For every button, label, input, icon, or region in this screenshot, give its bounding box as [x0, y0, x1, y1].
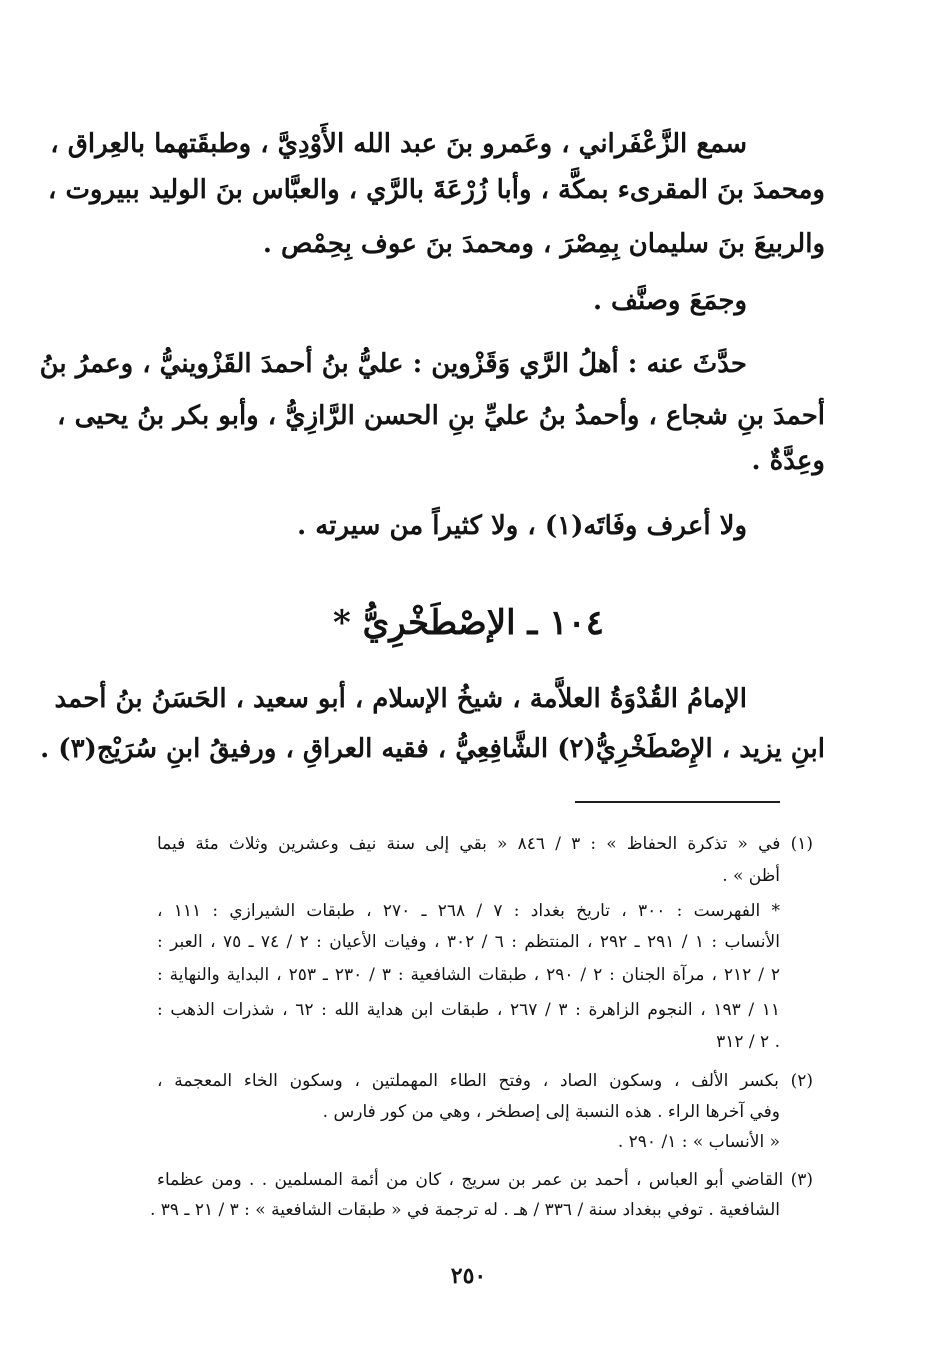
footnote-3-line-2: الشافعية . توفي ببغداد سنة / ٣٣٦ / هـ . له ترجمة في « طبقات الشافعية » : ٣ / ٢١ ـ ٣٩ .	[149, 1200, 780, 1220]
footnote-separator	[575, 801, 780, 803]
footnote-star-line-3: ٢ / ٢١٢ ، مرآة الجنان : ٢ / ٢٩٠ ، طبقات الشافعية : ٣ / ٢٣٠ ـ ٢٥٣ ، البداية والنهاية :	[157, 965, 780, 985]
paragraph-4: ولا أعرف وفَاتَه(١) ، ولا كثيراً من سيرته .	[297, 511, 747, 541]
entry-heading: ١٠٤ ـ الإصْطَخْرِيُّ *	[333, 603, 604, 643]
paragraph-1-line-1: سمع الزَّعْفَراني ، وعَمرو بنَ عبد الله الأَوْدِيَّ ، وطبقَتهما بالعِراق ،	[50, 129, 747, 159]
footnote-star-line-2: الأنساب : ١ / ٢٩١ ـ ٢٩٢ ، المنتظم : ٦ / ٣٠٢ ، وفيات الأعيان : ٢ / ٧٤ ـ ٧٥ ، العبر :	[157, 932, 780, 952]
footnote-1-line-1: (١) في « تذكرة الحفاظ » : ٣ / ٨٤٦ « بقي إلى سنة نيف وعشرين وثلاث مئة فيما	[157, 834, 813, 854]
footnote-2-line-1: (٢) بكسر الألف ، وسكون الصاد ، وفتح الطاء المهملتين ، وسكون الخاء المعجمة ،	[157, 1071, 813, 1091]
footnote-star-line-5: ٢ / ٣١٢ .	[716, 1032, 780, 1052]
paragraph-1-line-2: ومحمدَ بنَ المقرىء بمكَّة ، وأبا زُرْعَةَ بالرَّي ، والعبَّاس بنَ الوليد ببيروت ،	[48, 175, 825, 205]
footnote-2-line-2: وفي آخرها الراء . هذه النسبة إلى إصطخر ، وهي من كور فارس .	[322, 1102, 780, 1122]
paragraph-3-line-3: وعِدَّةٌ .	[751, 446, 825, 476]
footnote-2-line-3: « الأنساب » : ١/ ٢٩٠ .	[617, 1132, 780, 1152]
paragraph-2: وجمَعَ وصنَّف .	[592, 286, 747, 316]
footnote-3-line-1: (٣) القاضي أبو العباس ، أحمد بن عمر بن سريج ، كان من أئمة المسلمين . . ومن عظماء	[157, 1170, 813, 1190]
page-number: ٢٥٠	[450, 1263, 487, 1289]
paragraph-3-line-1: حدَّثَ عنه : أهلُ الرَّي وَقَزْوين : عليُّ بنُ أحمدَ القَزْوينيُّ ، وعمرُ بنُ	[39, 349, 747, 379]
entry-text-line-1: الإمامُ القُدْوَةُ العلاَّمة ، شيخُ الإسلام ، أبو سعيد ، الحَسَنُ بنُ أحمد	[54, 684, 747, 714]
footnote-1-line-2: أظن » .	[722, 866, 780, 886]
footnote-star-line-1: * الفهرست : ٣٠٠ ، تاريخ بغداد : ٧ / ٢٦٨ ـ ٢٧٠ ، طبقات الشيرازي : ١١١ ،	[157, 901, 780, 921]
entry-text-line-2: ابنِ يزيد ، الإِصْطَخْرِيُّ(٢) الشَّافِعِيُّ ، فقيه العراقِ ، ورفيقُ ابنِ سُرَيْج(٣) .	[40, 734, 825, 764]
paragraph-1-line-3: والربيعَ بنَ سليمان بِمِصْرَ ، ومحمدَ بنَ عوف بِحِمْص .	[262, 229, 825, 259]
paragraph-3-line-2: أحمدَ بنِ شجاع ، وأحمدُ بنُ عليِّ بنِ الحسن الرَّازِيُّ ، وأبو بكر بنُ يحيى ،	[57, 401, 825, 431]
footnote-star-line-4: ١١ / ١٩٣ ، النجوم الزاهرة : ٣ / ٢٦٧ ، طبقات ابن هداية الله : ٦٢ ، شذرات الذهب :	[157, 1000, 780, 1020]
